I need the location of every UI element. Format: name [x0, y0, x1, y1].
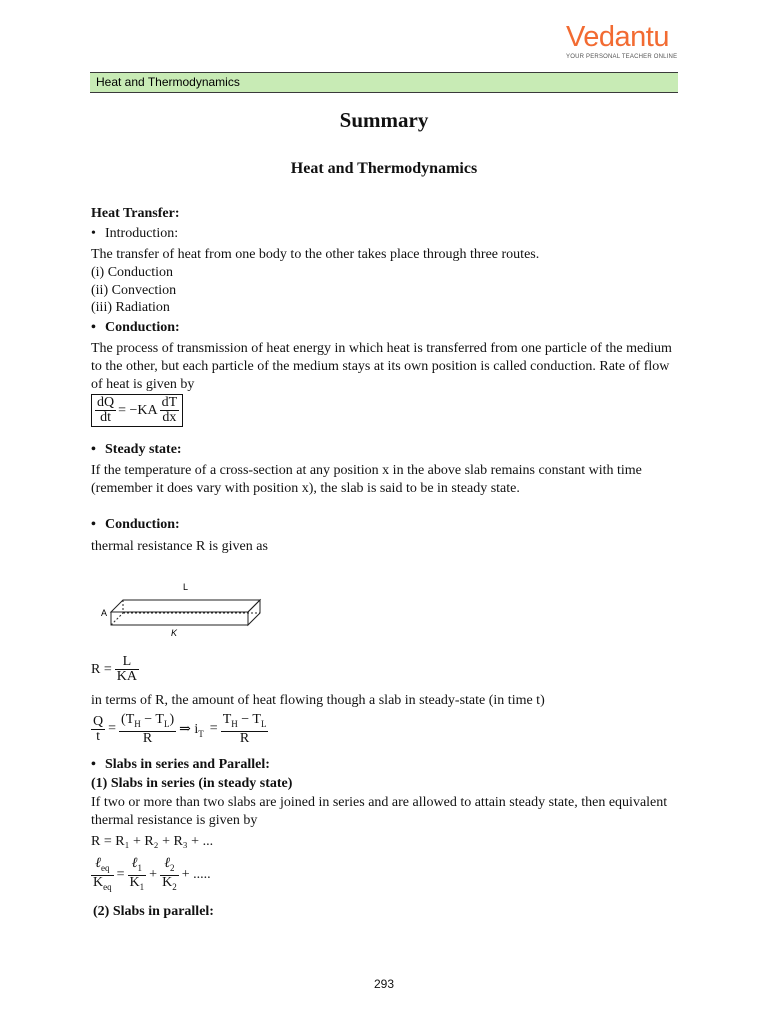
logo-brand: Vedantu [566, 21, 669, 53]
resistance-equation: R = $\frac{L}{KA}$ [91, 654, 137, 684]
conduction-text: The process of transmission of heat energy in which heat is transferred from one particle of the medium to the other, but each particle of the medium stays at its own position is called conduction. Rate of flow of heat is given by [91, 341, 672, 392]
conduction-bullet: • Conduction: [91, 319, 180, 337]
thermal-resistance-text: thermal resistance R is given as [91, 539, 268, 554]
conduction-bullet-2: • Conduction: [91, 516, 180, 534]
slab-area-label: A [101, 608, 108, 618]
series-equation: R = R₁ + R₂ + R₃ + ... [91, 834, 214, 849]
heat-flow-equation: $\frac{dQ}{dt}$ = −KA $\frac{dT}{dx}$ [91, 394, 183, 427]
length-ratio-equation: $\frac{\ell_{eq}}{K_{eq}}$ = $\frac{\ell_1}{K_1}$ + $\frac{\ell_2}{K_2}$ + ..... [93, 856, 211, 892]
steady-state-bullet: • Steady state: [91, 441, 182, 459]
slab-k-label: K [171, 628, 178, 638]
page-title: Summary [339, 108, 429, 132]
intro-text: The transfer of heat from one body to the other takes place through three routes. [91, 247, 540, 262]
logo-tagline: YOUR PERSONAL TEACHER ONLINE [566, 54, 678, 60]
chapter-header-bar [90, 72, 678, 93]
slabs-bullet: • Slabs in series and Parallel: [91, 756, 270, 774]
chapter-header-text: Heat and Thermodynamics [96, 75, 240, 89]
page-subtitle: Heat and Thermodynamics [290, 160, 478, 177]
series-text: If two or more than two slabs are joined in series and are allowed to attain steady state, then equivalent thermal resistance is given by [91, 795, 668, 828]
parallel-heading: (2) Slabs in parallel: [93, 904, 214, 919]
route-item: (ii) Convection [91, 283, 177, 298]
heat-transfer-heading: Heat Transfer: [91, 206, 180, 221]
steady-state-text: If the temperature of a cross-section at any position x in the above slab remains constant with time (remember it does vary with position x), the slab is said to be in steady state. [91, 463, 642, 496]
heat-current-equation: $\frac{Q}{t}$ = $\frac{(T_H - T_L)}{R}$ ⇒ $i_T$ = $\frac{T_H - T_L}{R}$ [93, 712, 267, 746]
vedantu-logo [566, 22, 682, 60]
heat-flow-text: in terms of R, the amount of heat flowing though a slab in steady-state (in time t) [91, 693, 545, 708]
page-number: 293 [373, 977, 395, 991]
slab-length-label: L [183, 582, 189, 592]
slab-diagram [95, 570, 275, 650]
series-heading: (1) Slabs in series (in steady state) [91, 776, 293, 791]
route-item: (iii) Radiation [91, 300, 170, 315]
route-item: (i) Conduction [91, 265, 174, 280]
intro-bullet: • Introduction: [91, 225, 178, 243]
